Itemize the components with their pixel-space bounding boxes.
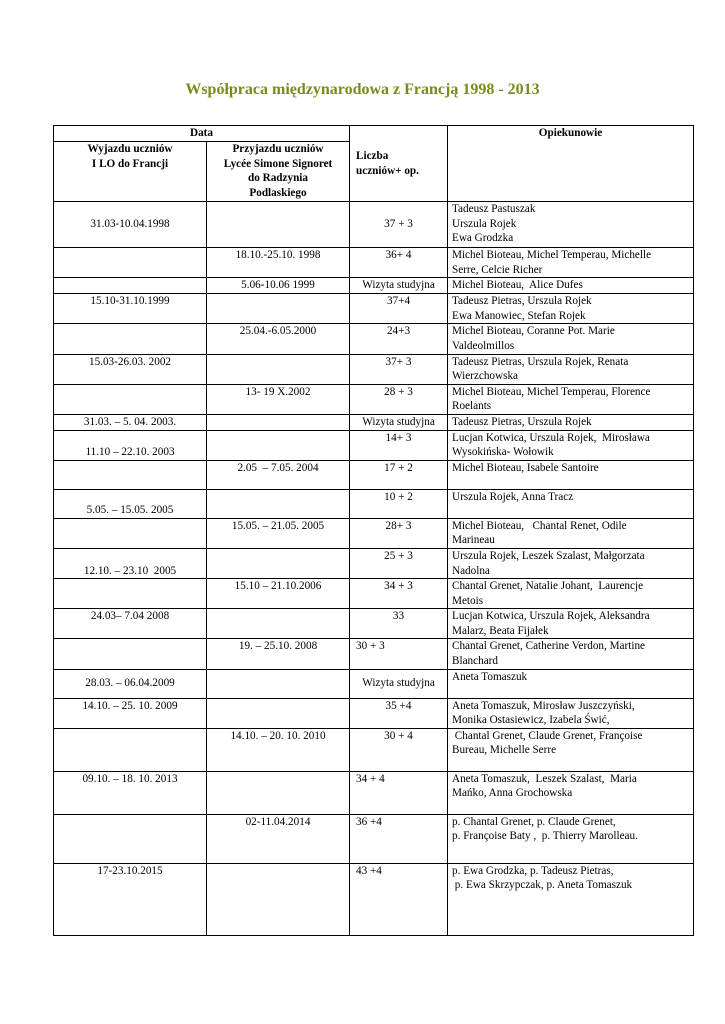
cell-opiekunowie: p. Ewa Grodzka, p. Tadeusz Pietras, p. Ewa Skrzypczak, p. Aneta Tomaszuk — [448, 863, 694, 935]
cell-opiekunowie: Michel Bioteau, Coranne Pot. Marie Valdeolmillos — [448, 324, 694, 354]
cell-opiekunowie: Tadeusz Pietras, Urszula Rojek Ewa Manowiec, Stefan Rojek — [448, 294, 694, 324]
cell-opiekunowie: Aneta Tomaszuk, Leszek Szalast, Maria Mańko, Anna Grochowska — [448, 771, 694, 814]
cell-wyjazd: 15.10-31.10.1999 — [54, 294, 207, 324]
table-row — [54, 384, 694, 414]
cell-liczba: 30 + 3 — [350, 639, 448, 669]
cell-przyjazd: 15.05. – 21.05. 2005 — [207, 518, 350, 548]
cell-wyjazd — [54, 518, 207, 548]
cell-liczba: 10 + 2 — [350, 489, 448, 518]
cell-liczba: 25 + 3 — [350, 548, 448, 578]
cell-opiekunowie: Chantal Grenet, Catherine Verdon, Martine Blanchard — [448, 639, 694, 669]
cell-opiekunowie: Aneta Tomaszuk, Mirosław Juszczyński, Monika Ostasiewicz, Izabela Świć, — [448, 698, 694, 728]
cell-przyjazd: 18.10.-25.10. 1998 — [207, 248, 350, 278]
cell-przyjazd: 2.05 – 7.05. 2004 — [207, 460, 350, 489]
cell-przyjazd — [207, 863, 350, 935]
cell-opiekunowie: Urszula Rojek, Leszek Szalast, Małgorzata Nadolna — [448, 548, 694, 578]
table-row — [54, 324, 694, 354]
cell-opiekunowie: p. Chantal Grenet, p. Claude Grenet, p. Françoise Baty , p. Thierry Marolleau. — [448, 814, 694, 863]
table-row — [54, 579, 694, 609]
header-liczba: Liczba uczniów+ op. — [350, 126, 448, 202]
cell-wyjazd: 17-23.10.2015 — [54, 863, 207, 935]
cell-przyjazd — [207, 294, 350, 324]
table-row — [54, 728, 694, 771]
cell-wyjazd — [54, 728, 207, 771]
table-row — [54, 489, 694, 518]
cell-opiekunowie: Aneta Tomaszuk — [448, 669, 694, 698]
cell-opiekunowie: Lucjan Kotwica, Urszula Rojek, Mirosława Wysokińska- Wołowik — [448, 430, 694, 460]
table-row — [54, 354, 694, 384]
cell-przyjazd — [207, 609, 350, 639]
cell-przyjazd: 25.04.-6.05.2000 — [207, 324, 350, 354]
cell-wyjazd — [54, 460, 207, 489]
cell-przyjazd — [207, 430, 350, 460]
cell-wyjazd: 14.10. – 25. 10. 2009 — [54, 698, 207, 728]
table-row — [54, 863, 694, 935]
cell-opiekunowie: Tadeusz Pietras, Urszula Rojek — [448, 414, 694, 430]
header-opiekunowie: Opiekunowie — [448, 126, 694, 202]
cell-liczba: 24+3 — [350, 324, 448, 354]
cell-wyjazd — [54, 324, 207, 354]
cell-przyjazd: 19. – 25.10. 2008 — [207, 639, 350, 669]
cell-wyjazd: 09.10. – 18. 10. 2013 — [54, 771, 207, 814]
table-row — [54, 698, 694, 728]
cell-liczba: 43 +4 — [350, 863, 448, 935]
cell-wyjazd: 11.10 – 22.10. 2003 — [54, 430, 207, 460]
cell-przyjazd: 13- 19 X.2002 — [207, 384, 350, 414]
cell-liczba: 35 +4 — [350, 698, 448, 728]
header-data: Data — [54, 126, 350, 142]
table-row — [54, 414, 694, 430]
cell-wyjazd — [54, 579, 207, 609]
cell-wyjazd: 12.10. – 23.10 2005 — [54, 548, 207, 578]
cell-wyjazd — [54, 639, 207, 669]
cell-wyjazd — [54, 814, 207, 863]
cell-liczba: Wizyta studyjna — [350, 278, 448, 294]
cell-wyjazd: 15.03-26.03. 2002 — [54, 354, 207, 384]
cell-opiekunowie: Tadeusz Pietras, Urszula Rojek, Renata Wierzchowska — [448, 354, 694, 384]
cell-liczba: 28 + 3 — [350, 384, 448, 414]
cell-liczba: 28+ 3 — [350, 518, 448, 548]
cell-opiekunowie: Michel Bioteau, Isabele Santoire — [448, 460, 694, 489]
cell-przyjazd — [207, 354, 350, 384]
table-row — [54, 278, 694, 294]
table-row — [54, 202, 694, 248]
header-przyjazdy: Przyjazdu uczniów Lycée Simone Signoret do Radzynia Podlaskiego — [207, 142, 350, 202]
cell-przyjazd — [207, 202, 350, 248]
cell-wyjazd — [54, 384, 207, 414]
cell-opiekunowie: Michel Bioteau, Michel Temperau, Michelle Serre, Celcie Richer — [448, 248, 694, 278]
cell-liczba: 14+ 3 — [350, 430, 448, 460]
cell-przyjazd: 15.10 – 21.10.2006 — [207, 579, 350, 609]
table-row — [54, 814, 694, 863]
cell-liczba: 33 — [350, 609, 448, 639]
cell-liczba: 34 + 3 — [350, 579, 448, 609]
table-row — [54, 548, 694, 578]
page-title: Współpraca międzynarodowa z Francją 1998 - 2013 — [185, 81, 540, 98]
cell-liczba: 34 + 4 — [350, 771, 448, 814]
table-body — [54, 202, 694, 936]
cell-liczba: 30 + 4 — [350, 728, 448, 771]
cell-liczba: Wizyta studyjna — [350, 414, 448, 430]
cell-przyjazd — [207, 548, 350, 578]
cell-wyjazd: 31.03-10.04.1998 — [54, 202, 207, 248]
cell-wyjazd — [54, 278, 207, 294]
exchange-table — [53, 125, 694, 936]
cell-przyjazd: 02-11.04.2014 — [207, 814, 350, 863]
cell-przyjazd — [207, 414, 350, 430]
cell-opiekunowie: Tadeusz Pastuszak Urszula Rojek Ewa Grodzka — [448, 202, 694, 248]
table-row — [54, 771, 694, 814]
cell-przyjazd: 14.10. – 20. 10. 2010 — [207, 728, 350, 771]
cell-przyjazd — [207, 669, 350, 698]
cell-opiekunowie: Chantal Grenet, Claude Grenet, Françoise Bureau, Michelle Serre — [448, 728, 694, 771]
cell-opiekunowie: Chantal Grenet, Natalie Johant, Laurencje Metois — [448, 579, 694, 609]
cell-opiekunowie: Urszula Rojek, Anna Tracz — [448, 489, 694, 518]
cell-wyjazd — [54, 248, 207, 278]
cell-przyjazd — [207, 698, 350, 728]
cell-liczba: Wizyta studyjna — [350, 669, 448, 698]
table-row — [54, 609, 694, 639]
table-row — [54, 294, 694, 324]
cell-opiekunowie: Lucjan Kotwica, Urszula Rojek, Aleksandra Malarz, Beata Fijałek — [448, 609, 694, 639]
cell-liczba: 37+ 3 — [350, 354, 448, 384]
cell-liczba: 36+ 4 — [350, 248, 448, 278]
cell-przyjazd — [207, 489, 350, 518]
table-row — [54, 669, 694, 698]
cell-liczba: 36 +4 — [350, 814, 448, 863]
cell-wyjazd: 31.03. – 5. 04. 2003. — [54, 414, 207, 430]
cell-opiekunowie: Michel Bioteau, Chantal Renet, Odile Marineau — [448, 518, 694, 548]
cell-przyjazd: 5.06-10.06 1999 — [207, 278, 350, 294]
cell-liczba: 17 + 2 — [350, 460, 448, 489]
cell-przyjazd — [207, 771, 350, 814]
cell-wyjazd: 5.05. – 15.05. 2005 — [54, 489, 207, 518]
table-row — [54, 430, 694, 460]
table-row — [54, 639, 694, 669]
cell-wyjazd: 28.03. – 06.04.2009 — [54, 669, 207, 698]
cell-liczba: 37+4 — [350, 294, 448, 324]
header-wyjazdy: Wyjazdu uczniów I LO do Francji — [54, 142, 207, 202]
table-row — [54, 248, 694, 278]
cell-liczba: 37 + 3 — [350, 202, 448, 248]
table-row — [54, 518, 694, 548]
cell-opiekunowie: Michel Bioteau, Alice Dufes — [448, 278, 694, 294]
cell-wyjazd: 24.03– 7.04 2008 — [54, 609, 207, 639]
cell-opiekunowie: Michel Bioteau, Michel Temperau, Florence Roelants — [448, 384, 694, 414]
table-row — [54, 460, 694, 489]
